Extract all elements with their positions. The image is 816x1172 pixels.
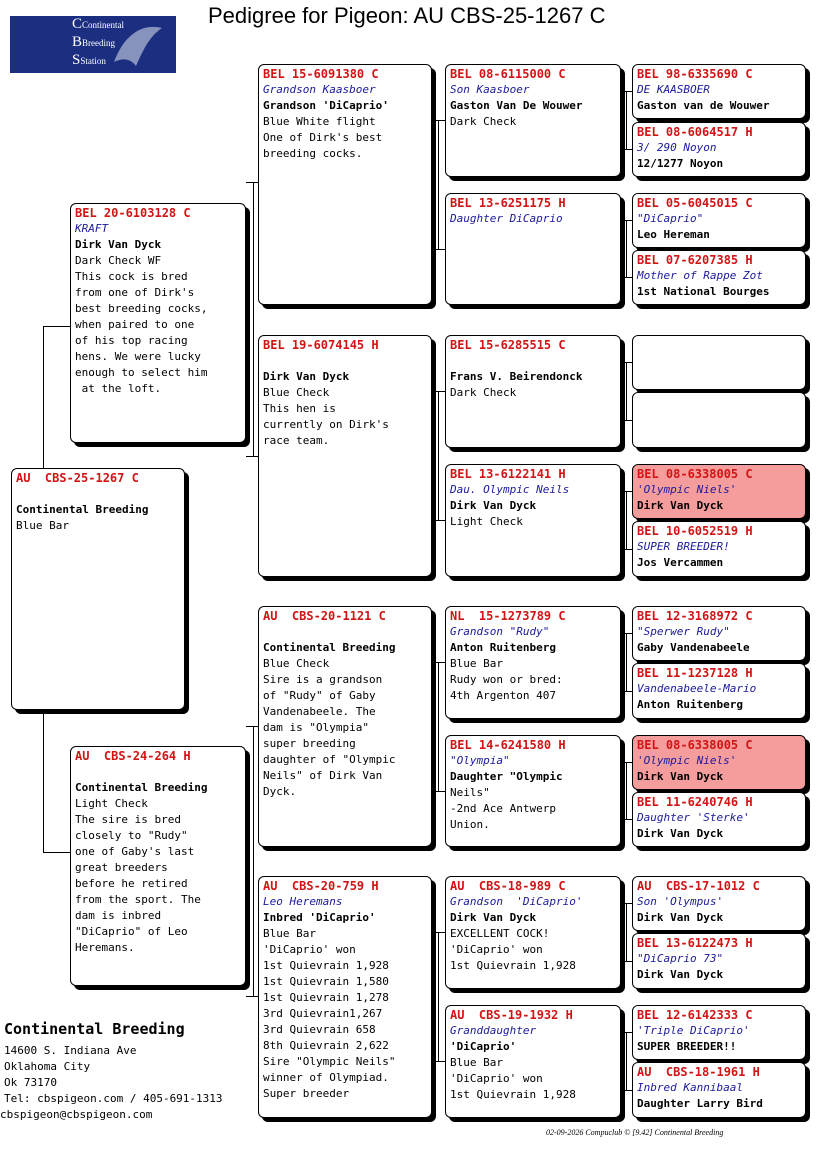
box-text-line: 'DiCaprio' won	[450, 1072, 543, 1085]
box-owner: Continental Breeding	[263, 641, 396, 654]
box-ring: BEL 15-6285515 C	[450, 338, 566, 352]
connector-line	[621, 220, 632, 221]
box-text-line: Sire is a grandson	[263, 673, 383, 686]
box-owner: Gaby Vandenabeele	[637, 641, 750, 654]
box-ring: BEL 07-6207385 H	[637, 253, 753, 267]
connector-line	[438, 662, 439, 791]
pedigree-box-g12	[632, 792, 806, 847]
box-text-line: 3rd Quievrain 658	[263, 1023, 376, 1036]
box-owner	[637, 426, 801, 442]
box-name: Inbred Kannibaal	[637, 1081, 743, 1094]
connector-line	[621, 691, 632, 692]
box-name: Daughter 'Sterke'	[637, 811, 750, 824]
box-text-line: enough to select him	[75, 366, 208, 379]
box-text-line: 1st Quievrain 1,580	[263, 975, 389, 988]
box-owner: Daughter Larry Bird	[637, 1097, 763, 1110]
footer-contact	[0, 1018, 223, 1123]
box-name: Son 'Olympus'	[637, 895, 724, 908]
box-text-line: Blue Bar	[263, 927, 316, 940]
connector-line	[432, 120, 445, 121]
pedigree-box-dam	[70, 746, 246, 986]
box-ring: NL 15-1273789 C	[450, 609, 566, 623]
pedigree-box-dds	[445, 876, 621, 989]
box-owner: SUPER BREEDER!!	[637, 1040, 737, 1053]
box-text-line: best breeding cocks,	[75, 302, 208, 315]
connector-line	[621, 633, 632, 634]
print-stamp: 02-09-2026 Compuclub © [9.42] Continental Breeding	[546, 1128, 724, 1137]
box-ring: BEL 13-6251175 H	[450, 196, 566, 210]
box-ring: AU CBS-18-1961 H	[637, 1065, 760, 1079]
box-text-line: winner of Olympiad.	[263, 1071, 389, 1084]
breeder-name: Continental Breeding	[4, 1020, 185, 1038]
box-ring: BEL 08-6338005 C	[637, 467, 753, 481]
pedigree-box-ssd	[445, 193, 621, 305]
pedigree-box-g16	[632, 1062, 806, 1118]
box-text-line: currently on Dirk's	[263, 418, 389, 431]
pedigree-box-g6	[632, 392, 806, 448]
box-owner: Leo Hereman	[637, 228, 710, 241]
box-ring: BEL 05-6045015 C	[637, 196, 753, 210]
box-text-line: from one of Dirk's	[75, 286, 195, 299]
connector-line	[626, 91, 627, 149]
box-ring: BEL 15-6091380 C	[263, 67, 379, 81]
box-text-line: One of Dirk's best	[263, 131, 383, 144]
box-ring: BEL 11-1237128 H	[637, 666, 753, 680]
box-name: Son Kaasboer	[450, 83, 530, 96]
connector-line	[626, 362, 627, 420]
box-text-line: "DiCaprio" of Leo	[75, 925, 188, 938]
pedigree-box-ddd	[445, 1005, 621, 1118]
box-text-line: This hen is	[263, 402, 336, 415]
box-name	[450, 353, 616, 369]
pedigree-box-g8	[632, 521, 806, 577]
box-owner: Dirk Van Dyck	[450, 499, 537, 512]
box-name: Vandenabeele-Mario	[637, 682, 757, 695]
box-text-line: of his top racing	[75, 334, 188, 347]
box-text-line: Neils" of Dirk Van	[263, 769, 383, 782]
pedigree-box-dsd	[445, 735, 621, 847]
box-name	[75, 764, 241, 780]
box-text-line: The sire is bred	[75, 813, 181, 826]
box-owner: Anton Ruitenberg	[637, 698, 743, 711]
box-text-line: Dyck.	[263, 785, 297, 798]
box-text-line: 8th Quievrain 2,622	[263, 1039, 389, 1052]
box-ring: AU CBS-20-1121 C	[263, 609, 386, 623]
box-owner: Grandson 'DiCaprio'	[263, 99, 389, 112]
box-text-line: super breeding	[263, 737, 356, 750]
box-ring: BEL 13-6122473 H	[637, 936, 753, 950]
box-name	[263, 353, 427, 369]
box-owner: Dirk Van Dyck	[637, 911, 724, 924]
box-ring: BEL 08-6338005 C	[637, 738, 753, 752]
pedigree-box-g5	[632, 335, 806, 390]
box-owner	[450, 227, 616, 243]
connector-line	[246, 996, 258, 997]
pigeon-icon	[106, 22, 166, 70]
box-text-line: 1st Quievrain 1,928	[450, 1088, 576, 1101]
connector-line	[432, 791, 445, 792]
box-owner: Dirk Van Dyck	[637, 770, 724, 783]
pedigree-box-g4	[632, 250, 806, 305]
box-text-line: at the loft.	[75, 382, 162, 395]
state-line: Ok 73170	[4, 1076, 57, 1089]
box-text-line: great breeders	[75, 861, 168, 874]
box-ring: BEL 19-6074145 H	[263, 338, 379, 352]
box-name: 'Triple DiCaprio'	[637, 1024, 750, 1037]
connector-line	[253, 182, 254, 456]
box-text-line: Blue Check	[263, 386, 330, 399]
connector-line	[626, 220, 627, 277]
pedigree-box-g7	[632, 464, 806, 519]
box-name: Grandson "Rudy"	[450, 625, 550, 638]
box-owner: 'DiCaprio'	[450, 1040, 517, 1053]
logo-word-2: BBreeding	[72, 34, 116, 50]
box-ring: AU CBS-24-264 H	[75, 749, 191, 763]
box-owner: Anton Ruitenberg	[450, 641, 556, 654]
box-name: DE KAASBOER	[637, 83, 710, 96]
box-text-line: 'DiCaprio' won	[450, 943, 543, 956]
box-name: 'Olympic Niels'	[637, 754, 737, 767]
pedigree-box-g15	[632, 1005, 806, 1060]
box-name: "Olympia"	[450, 754, 510, 767]
box-ring	[637, 337, 801, 353]
box-ring: BEL 08-6064517 H	[637, 125, 753, 139]
pedigree-box-subject	[11, 468, 185, 710]
box-text-line: Dark Check WF	[75, 254, 162, 267]
connector-line	[432, 662, 445, 663]
pedigree-box-g2	[632, 122, 806, 177]
connector-line	[621, 1090, 632, 1091]
pedigree-box-g14	[632, 933, 806, 989]
box-text-line: from the sport. The	[75, 893, 201, 906]
box-name: 3/ 290 Noyon	[637, 141, 717, 154]
page-title: Pedigree for Pigeon: AU CBS-25-1267 C	[208, 3, 606, 28]
box-text-line: Super breeder	[263, 1087, 350, 1100]
box-name	[637, 353, 801, 369]
box-owner: Dirk Van Dyck	[263, 370, 350, 383]
pedigree-box-ds	[258, 606, 432, 847]
box-text-line: Rudy won or bred:	[450, 673, 563, 686]
box-text-line: Sire "Olympic Neils"	[263, 1055, 396, 1068]
logo-word-3: SStation	[72, 52, 106, 68]
box-owner: Gaston Van De Wouwer	[450, 99, 583, 112]
city-line: Oklahoma City	[4, 1060, 91, 1073]
box-text-line: before he retired	[75, 877, 188, 890]
box-owner: Continental Breeding	[16, 503, 149, 516]
box-text-line: Blue Check	[263, 657, 330, 670]
box-ring: AU CBS-17-1012 C	[637, 879, 760, 893]
box-ring: BEL 10-6052519 H	[637, 524, 753, 538]
box-text-line: 'DiCaprio' won	[263, 943, 356, 956]
box-name	[16, 486, 180, 502]
pedigree-box-g10	[632, 663, 806, 719]
connector-line	[43, 326, 44, 468]
box-owner: Gaston van de Wouwer	[637, 99, 770, 112]
box-name: "DiCaprio"	[637, 212, 704, 225]
pedigree-box-sire	[70, 203, 246, 443]
connector-line	[626, 491, 627, 549]
connector-line	[621, 420, 632, 421]
box-ring: AU CBS-25-1267 C	[16, 471, 139, 485]
box-owner: Continental Breeding	[75, 781, 208, 794]
logo-word-1: CContinental	[72, 16, 125, 32]
box-name: Daughter DiCaprio	[450, 212, 563, 225]
box-ring: BEL 11-6240746 H	[637, 795, 753, 809]
box-text-line: Heremans.	[75, 941, 135, 954]
connector-line	[432, 249, 445, 250]
pedigree-box-dd	[258, 876, 432, 1118]
pedigree-box-sss	[445, 64, 621, 177]
box-name	[263, 624, 427, 640]
box-ring: AU CBS-19-1932 H	[450, 1008, 573, 1022]
box-owner: Dirk Van Dyck	[75, 238, 162, 251]
connector-line	[626, 762, 627, 819]
box-text-line: one of Gaby's last	[75, 845, 195, 858]
pedigree-box-sds	[445, 335, 621, 448]
box-text-line: 1st Quievrain 1,278	[263, 991, 389, 1004]
box-name	[637, 410, 801, 426]
address-line: 14600 S. Indiana Ave	[4, 1044, 137, 1057]
box-text-line: Vandenabeele. The	[263, 705, 376, 718]
box-text-line: closely to "Rudy"	[75, 829, 188, 842]
box-owner: Dirk Van Dyck	[637, 499, 724, 512]
connector-line	[621, 961, 632, 962]
box-name: KRAFT	[75, 222, 109, 235]
box-ring: AU CBS-18-989 C	[450, 879, 566, 893]
box-text-line: Blue White flight	[263, 115, 376, 128]
box-owner: Dirk Van Dyck	[637, 827, 724, 840]
box-text-line: 1st Quievrain 1,928	[263, 959, 389, 972]
connector-line	[621, 149, 632, 150]
box-name: Mother of Rappe Zot	[637, 269, 763, 282]
connector-line	[626, 1032, 627, 1090]
box-name: Grandson 'DiCaprio'	[450, 895, 583, 908]
box-text-line: Dark Check	[450, 115, 517, 128]
box-text-line: -2nd Ace Antwerp	[450, 802, 556, 815]
box-owner: 1st National Bourges	[637, 285, 770, 298]
connector-line	[438, 391, 439, 520]
box-text-line: race team.	[263, 434, 330, 447]
box-ring: BEL 98-6335690 C	[637, 67, 753, 81]
box-ring: BEL 08-6115000 C	[450, 67, 566, 81]
connector-line	[621, 549, 632, 550]
email-line: cbspigeon@cbspigeon.com	[0, 1108, 153, 1121]
box-text-line: dam is "Olympia"	[263, 721, 369, 734]
box-text-line: hens. We were lucky	[75, 350, 201, 363]
logo	[10, 16, 176, 73]
box-owner	[637, 369, 801, 385]
box-ring: BEL 20-6103128 C	[75, 206, 191, 220]
pedigree-box-sd	[258, 335, 432, 577]
box-owner: Daughter "Olympic	[450, 770, 563, 783]
box-text-line: when paired to one	[75, 318, 195, 331]
connector-line	[621, 491, 632, 492]
box-text-line: 3rd Quievrain1,267	[263, 1007, 383, 1020]
box-text-line: 4th Argenton 407	[450, 689, 556, 702]
box-text-line: Blue Bar	[450, 1056, 503, 1069]
connector-line	[43, 852, 70, 853]
box-owner: Dirk Van Dyck	[637, 968, 724, 981]
box-text-line: of "Rudy" of Gaby	[263, 689, 376, 702]
phone-line: Tel: cbspigeon.com / 405-691-1313	[4, 1092, 223, 1105]
connector-line	[621, 91, 632, 92]
connector-line	[43, 326, 70, 327]
box-text-line: 1st Quievrain 1,928	[450, 959, 576, 972]
box-owner: Inbred 'DiCaprio'	[263, 911, 376, 924]
connector-line	[621, 762, 632, 763]
connector-line	[626, 633, 627, 691]
connector-line	[246, 456, 258, 457]
box-owner: Frans V. Beirendonck	[450, 370, 583, 383]
box-name: Dau. Olympic Neils	[450, 483, 570, 496]
box-ring	[637, 394, 801, 410]
box-text-line: Light Check	[450, 515, 523, 528]
box-name: "Sperwer Rudy"	[637, 625, 730, 638]
box-owner: Jos Vercammen	[637, 556, 724, 569]
connector-line	[626, 903, 627, 961]
box-name: Leo Heremans	[263, 895, 343, 908]
connector-line	[432, 932, 445, 933]
box-text-line: EXCELLENT COCK!	[450, 927, 550, 940]
box-text-line: Dark Check	[450, 386, 517, 399]
pedigree-box-sdd	[445, 464, 621, 577]
pedigree-box-g1	[632, 64, 806, 119]
pedigree-box-g13	[632, 876, 806, 931]
box-owner: Dirk Van Dyck	[450, 911, 537, 924]
box-text-line: Union.	[450, 818, 490, 831]
connector-line	[621, 819, 632, 820]
connector-line	[246, 182, 258, 183]
box-text-line: This cock is bred	[75, 270, 188, 283]
pedigree-box-g11	[632, 735, 806, 790]
box-ring: BEL 13-6122141 H	[450, 467, 566, 481]
box-text-line: Blue Bar	[450, 657, 503, 670]
connector-line	[432, 391, 445, 392]
box-text-line: daughter of "Olympic	[263, 753, 396, 766]
connector-line	[621, 277, 632, 278]
box-text-line: Neils"	[450, 786, 490, 799]
connector-line	[253, 726, 254, 996]
box-name: Granddaughter	[450, 1024, 537, 1037]
box-name: Grandson Kaasboer	[263, 83, 376, 96]
box-text-line: breeding cocks.	[263, 147, 363, 160]
connector-line	[246, 726, 258, 727]
box-ring: BEL 12-6142333 C	[637, 1008, 753, 1022]
box-ring: AU CBS-20-759 H	[263, 879, 379, 893]
pedigree-box-g3	[632, 193, 806, 248]
box-name: 'Olympic Niels'	[637, 483, 737, 496]
box-ring: BEL 14-6241580 H	[450, 738, 566, 752]
box-text-line: Light Check	[75, 797, 148, 810]
connector-line	[432, 1061, 445, 1062]
pedigree-box-dss	[445, 606, 621, 719]
connector-line	[43, 710, 44, 852]
box-name: "DiCaprio 73"	[637, 952, 724, 965]
connector-line	[438, 932, 439, 1061]
connector-line	[621, 903, 632, 904]
connector-line	[438, 120, 439, 249]
connector-line	[621, 362, 632, 363]
box-ring: BEL 12-3168972 C	[637, 609, 753, 623]
box-text-line: dam is inbred	[75, 909, 162, 922]
box-text-line: Blue Bar	[16, 519, 69, 532]
box-owner: 12/1277 Noyon	[637, 157, 724, 170]
pedigree-box-ss	[258, 64, 432, 305]
connector-line	[432, 520, 445, 521]
box-name: SUPER BREEDER!	[637, 540, 730, 553]
pedigree-box-g9	[632, 606, 806, 661]
connector-line	[621, 1032, 632, 1033]
